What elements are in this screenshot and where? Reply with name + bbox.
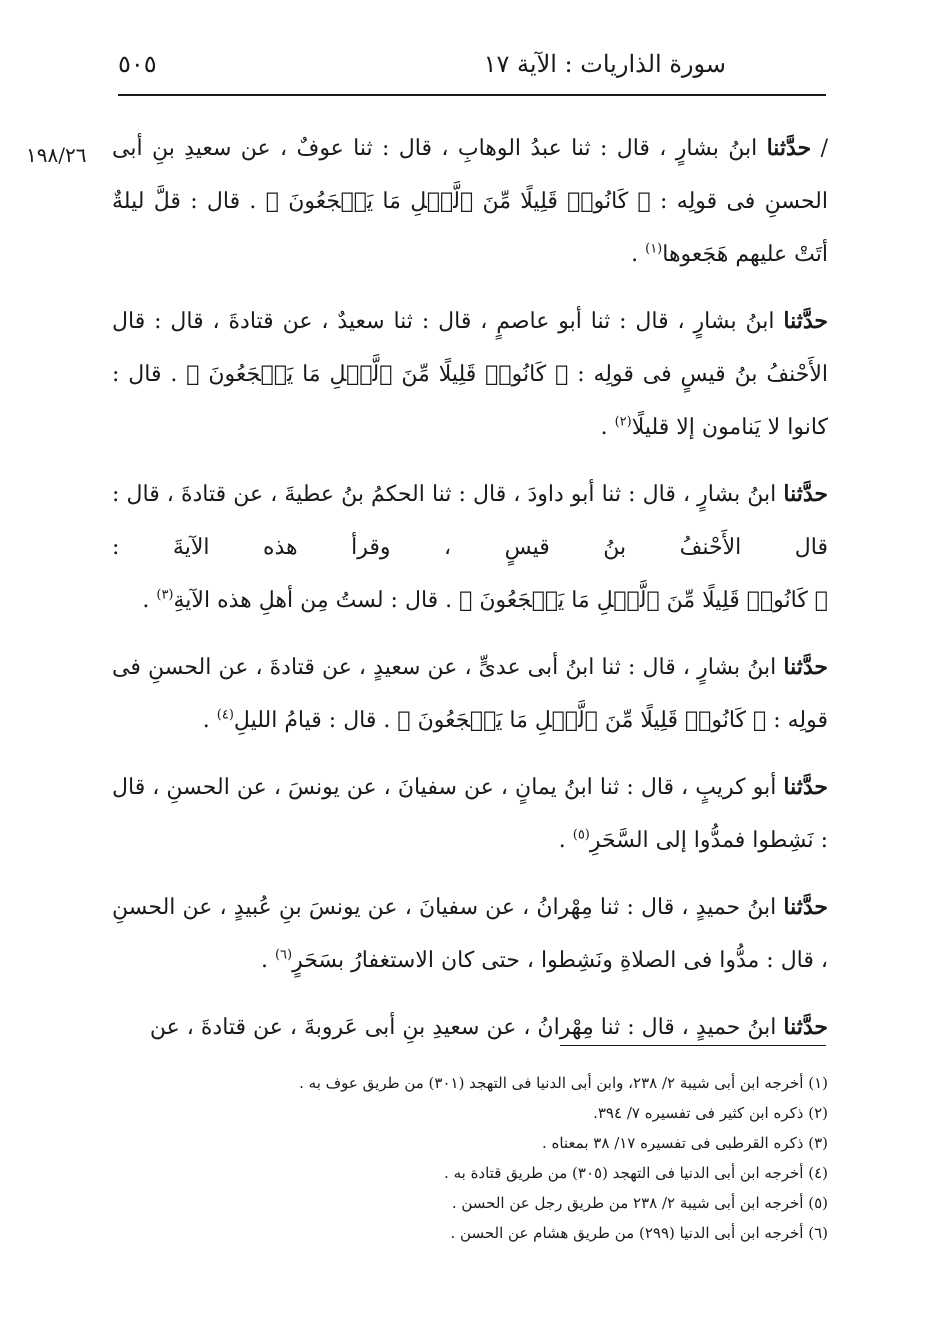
footnote: (٥) أخرجه ابن أبى شيبة ٢/ ٢٣٨ من طريق رجل عن الحسن . [451,1194,828,1212]
isnad-lead: حدَّثنا [783,308,828,334]
footnote-reference: (٦) [274,947,293,963]
footnote: (٣) ذكره القرطبى فى تفسيره ١٧/ ٣٨ بمعناه . [541,1134,828,1152]
paragraph-end: . [600,415,615,440]
footnote-reference: (٤) [216,707,234,723]
paragraph [112,881,828,987]
paragraph-text: ابنُ بشارٍ ، قال : ثنا أبو عاصمٍ ، قال : ثنا سعيدٌ ، عن قتادةَ ، قال : قال الأَحْنفُ بنُ قيسٍ فى قولِه : [112,309,829,387]
isnad-lead: حدَّثنا [783,481,828,507]
footnote-rule [560,1045,826,1046]
paragraph-text: أبو كريبٍ ، قال : ثنا ابنُ يمانٍ ، عن سفيانَ ، عن يونسَ ، عن الحسنِ ، قال : نَشِطوا فمدُّوا إلى السَّحَرِ [112,775,828,853]
paragraph-text: ابنُ حميدٍ ، قال : ثنا مِهْرانُ ، عن سفيانَ ، عن يونسَ بنِ عُبيدٍ ، عن الحسنِ ، قال : مدُّوا فى الصلاةِ ونَشِطوا ، حتى كان الاستغفارُ بسَحَرٍ [112,895,828,973]
page-break-marker: / [811,136,829,161]
quran-verse: ﴿ كَانُوا۟ قَلِيلًا مِّنَ ٱلَّيۡلِ مَا يَهۡجَعُونَ ﴾ [265,189,651,214]
isnad-lead: حدَّثنا [766,135,812,161]
footnote-reference: (٢) [614,414,632,430]
quran-verse: ﴿ كَانُوا۟ قَلِيلًا مِّنَ ٱلَّيۡلِ مَا يَهۡجَعُونَ ﴾ [459,588,828,613]
footnotes [118,1068,828,1248]
header-rule [118,94,826,96]
paragraph-end: . [202,708,217,733]
paragraph-text: ابنُ بشارٍ ، قال : ثنا أبو داودَ ، قال : ثنا الحكمُ بنُ عطيةَ ، عن قتادةَ ، قال : قال الأَحْنفُ بنُ قيسٍ ، وقرأ هذه الآيةَ : [112,482,828,560]
quran-verse: ﴿ كَانُوا۟ قَلِيلًا مِّنَ ٱلَّيۡلِ مَا يَهۡجَعُونَ ﴾ [186,362,569,387]
footnote: (٦) أخرجه ابن أبى الدنيا (٢٩٩) من طريق هشام عن الحسن . [450,1224,828,1242]
paragraph-text: ابنُ حميدٍ ، قال : ثنا مِهْرانُ ، عن سعيدِ بنِ أبى عَروبةَ ، عن قتادةَ ، عن [149,1015,784,1040]
footnote-reference: (١) [645,241,663,257]
paragraph-text: . قال : كانوا لا يَنامون إلا قليلًا [112,362,828,440]
footnote: (٢) ذكره ابن كثير فى تفسيره ٧/ ٣٩٤. [593,1104,828,1122]
paragraph [112,641,828,747]
margin-volume-page-reference: ١٩٨/٢٦ [26,143,87,167]
isnad-lead: حدَّثنا [783,1014,828,1040]
isnad-lead: حدَّثنا [783,894,828,920]
paragraph-text: ابنُ بشارٍ ، قال : ثنا ابنُ أبى عدىٍّ ، عن سعيدٍ ، عن قتادةَ ، عن الحسنِ فى قولِه : [112,655,828,733]
paragraph [112,468,828,627]
paragraph [112,122,828,281]
page-header [118,40,826,90]
paragraph-end: . [631,242,646,267]
paragraph-text: . قال : قلَّ ليلةٌ أتَتْ عليهم هَجَعوها [112,189,828,267]
paragraph-text: . قال : لستُ مِن أهلِ هذه الآيةِ [173,588,460,613]
isnad-lead: حدَّثنا [783,774,828,800]
footnote-reference: (٣) [156,587,174,603]
paragraph [112,295,828,454]
quran-verse: ﴿ كَانُوا۟ قَلِيلًا مِّنَ ٱلَّيۡلِ مَا يَهۡجَعُونَ ﴾ [397,708,767,733]
paragraph-end: . [142,588,157,613]
paragraph-text: ابنُ بشارٍ ، قال : ثنا عبدُ الوهابِ ، قال : ثنا عوفٌ ، عن سعيدِ بنِ أبى الحسنِ فى قولِه : [112,136,828,214]
main-text [112,122,828,1068]
footnote: (٤) أخرجه ابن أبى الدنيا فى التهجد (٣٠٥) من طريق قتادة به . [444,1164,828,1182]
paragraph-end: . [260,948,275,973]
running-title: سورة الذاريات : الآية ١٧ [483,50,726,78]
isnad-lead: حدَّثنا [783,654,828,680]
paragraph [112,761,828,867]
footnote-reference: (٥) [572,827,590,843]
page-number: ٥٠٥ [118,50,157,78]
footnote: (١) أخرجه ابن أبى شيبة ٢/ ٢٣٨، وابن أبى الدنيا فى التهجد (٣٠١) من طريق عوف به . [299,1074,828,1092]
paragraph-end: . [558,828,573,853]
paragraph-text: . قال : قيامُ الليلِ [233,708,398,733]
paragraph [112,1001,828,1054]
